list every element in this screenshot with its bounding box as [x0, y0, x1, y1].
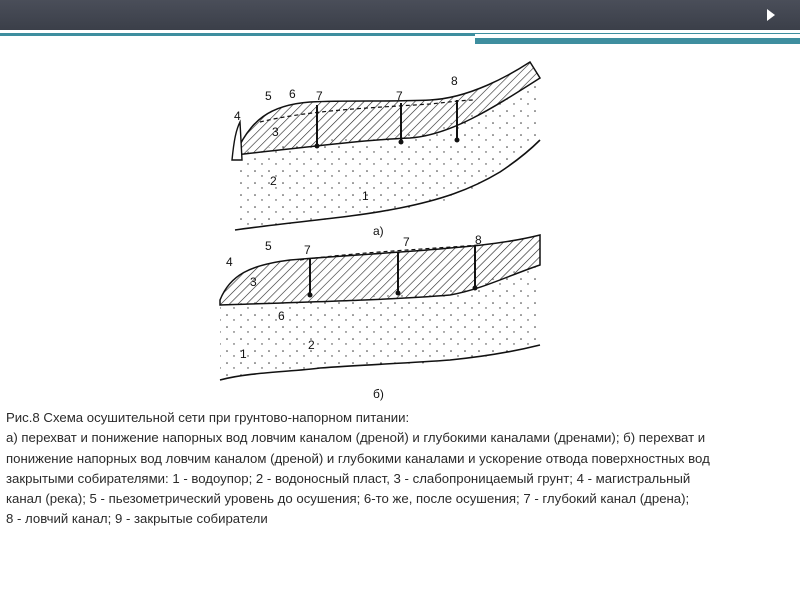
label-4-b: 4 — [226, 255, 233, 269]
drainage-scheme-svg — [210, 60, 550, 405]
label-7-a1: 7 — [316, 89, 323, 103]
panel-b-label: б) — [373, 387, 384, 401]
label-8-a: 8 — [451, 74, 458, 88]
label-4-a: 4 — [234, 109, 241, 123]
label-6-a: 6 — [289, 87, 296, 101]
label-1-b: 1 — [240, 347, 247, 361]
label-2-a: 2 — [270, 174, 277, 188]
corner-arrow-icon — [767, 9, 775, 21]
label-6-b: 6 — [278, 309, 285, 323]
accent-line-thin — [475, 33, 800, 34]
label-5-b: 5 — [265, 239, 272, 253]
label-1-a: 1 — [362, 189, 369, 203]
caption-line: понижение напорных вод ловчим каналом (дреной) и глубокими каналами и ускорение отвода поверхностных вод — [6, 450, 710, 466]
panel-a — [232, 62, 540, 238]
accent-line-left — [0, 33, 475, 36]
caption-line: 8 - ловчий канал; 9 - закрытые собиратели — [6, 511, 268, 527]
label-3-b: 3 — [250, 275, 257, 289]
accent-line-right — [475, 38, 800, 44]
drainage-scheme-figure — [210, 60, 550, 405]
caption-line: закрытыми собирателями: 1 - водоупор; 2 - водоносный пласт, 3 - слабопроницаемый грунт; 4 - магистральный — [6, 470, 691, 486]
label-7-b2: 7 — [403, 235, 410, 249]
label-2-b: 2 — [308, 338, 315, 352]
panel-b — [220, 233, 540, 401]
label-3-a: 3 — [272, 125, 279, 139]
panel-a-label: а) — [373, 224, 384, 238]
title-bar — [0, 0, 800, 30]
caption-line: Рис.8 Схема осушительной сети при грунтово-напорном питании: — [6, 410, 410, 425]
label-7-a2: 7 — [396, 89, 403, 103]
label-8-b: 8 — [475, 233, 482, 247]
label-7-b1: 7 — [304, 243, 311, 257]
caption-line: а) перехват и понижение напорных вод ловчим каналом (дреной) и глубокими каналами (дренами); б) перехват и — [6, 430, 706, 446]
figure-caption — [6, 408, 786, 530]
label-5-a: 5 — [265, 89, 272, 103]
caption-line: канал (река); 5 - пьезометрический уровень до осушения; 6-то же, после осушения; 7 - глубокий канал (дрена); — [6, 491, 690, 507]
